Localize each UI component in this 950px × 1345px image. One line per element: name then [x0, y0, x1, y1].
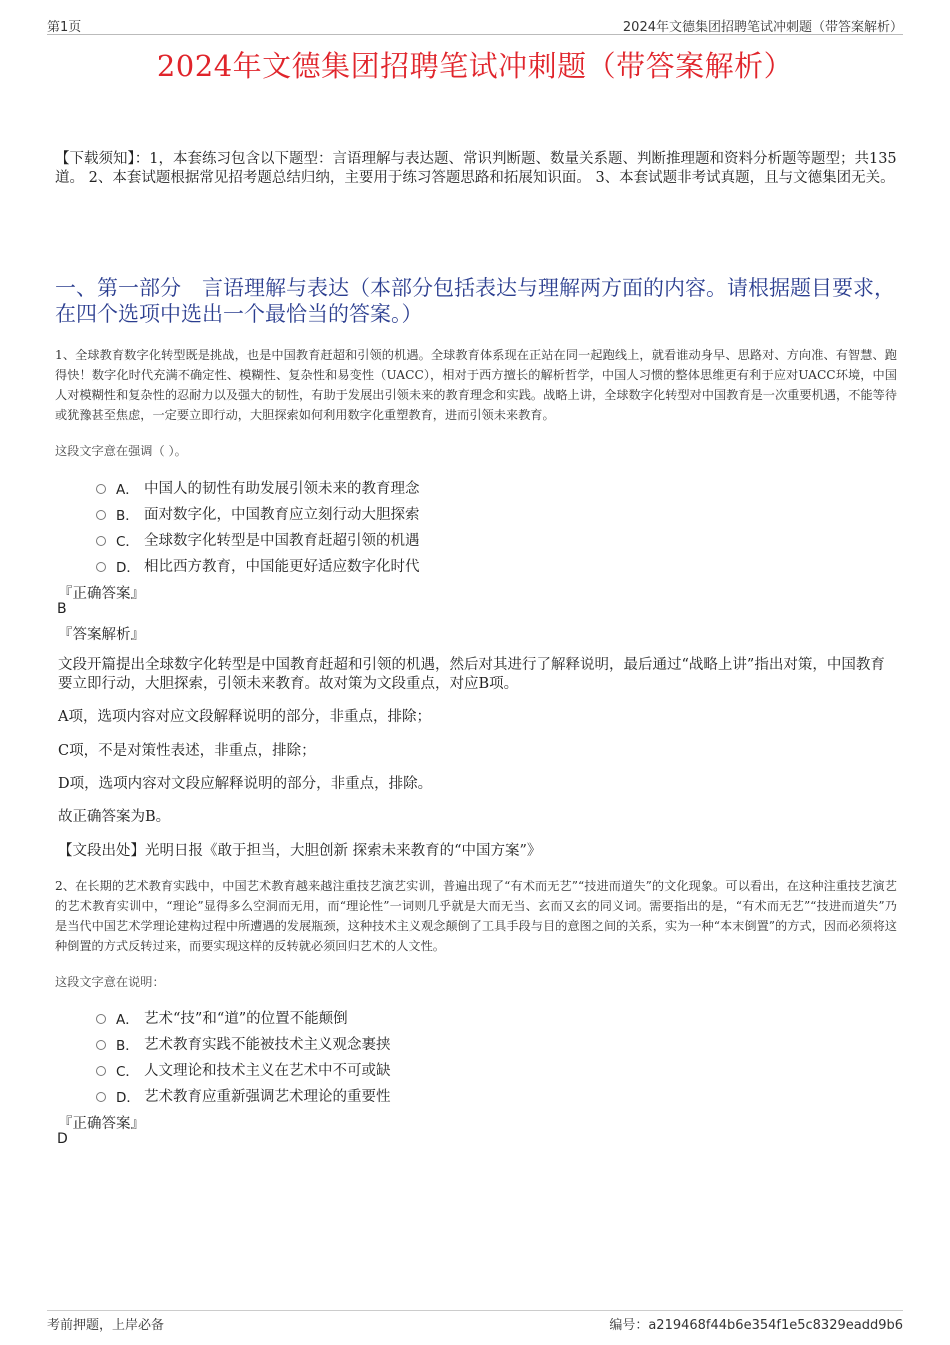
page-number: 第1页	[47, 20, 82, 35]
footer-serial: 编号：a219468f44b6e354f1e5c8329eadd9b6	[609, 1318, 903, 1333]
question-1-answer-label: 『正确答案』	[58, 586, 145, 602]
radio-icon[interactable]	[96, 536, 106, 546]
radio-icon[interactable]	[96, 1014, 106, 1024]
question-1-option-a[interactable]	[96, 477, 420, 498]
option-text: 人文理论和技术主义在艺术中不可或缺	[144, 1063, 391, 1079]
question-2-answer: D	[57, 1131, 68, 1147]
question-2-option-a[interactable]	[96, 1007, 348, 1028]
question-2-prompt: 这段文字意在说明：	[55, 975, 165, 989]
question-1-analysis-a: A项，选项内容对应文段解释说明的部分，非重点，排除；	[58, 709, 431, 725]
radio-icon[interactable]	[96, 1040, 106, 1050]
option-text: 面对数字化，中国教育应立刻行动大胆探索	[144, 507, 420, 523]
footer-divider	[47, 1310, 903, 1311]
question-1-analysis-main: 文段开篇提出全球数字化转型是中国教育赶超和引领的机遇，然后对其进行了解释说明，最后通过“战略上讲”指出对策，中国教育要立即行动，大胆探索，引领未来教育。故对策为文段重点，对应B项。	[58, 657, 885, 692]
option-text: 全球数字化转型是中国教育赶超引领的机遇	[144, 533, 420, 549]
question-1-analysis-c: C项，不是对策性表述，非重点，排除；	[58, 743, 316, 759]
header-divider	[47, 34, 903, 35]
radio-icon[interactable]	[96, 1092, 106, 1102]
question-1-analysis-conclusion: 故正确答案为B。	[58, 809, 171, 825]
question-2-option-d[interactable]	[96, 1085, 391, 1106]
question-1-answer: B	[57, 601, 67, 617]
question-2-stem: 2、在长期的艺术教育实践中，中国艺术教育越来越注重技艺演艺实训，普遍出现了“有术而无艺”“技进而道失”的文化现象。可以看出，在这种注重技艺演艺的艺术教育实训中，“理论”显得多么空洞而无用，而“理论性”一词则几乎就是大而无当、玄而又玄的同义词。需要指出的是，“有术而无艺”“技进而道失”乃是当代中国艺术学理论建构过程中所遭遇的发展瓶颈，这种技术主义观念颠倒了工具手段与目的意图之间的关系，实为一种“本末倒置”的方式，因而必须将这种倒置的方式反转过来，而要实现这样的反转就必须回归艺术的人文性。	[55, 879, 897, 953]
section-heading: 一、第一部分 言语理解与表达（本部分包括表达与理解两方面的内容。请根据题目要求，在四个选项中选出一个最恰当的答案。）	[55, 276, 895, 326]
option-text: 中国人的韧性有助发展引领未来的教育理念	[144, 481, 420, 497]
question-2-option-b[interactable]	[96, 1033, 391, 1054]
question-1-option-b[interactable]	[96, 503, 420, 524]
document-title: 2024年文德集团招聘笔试冲刺题（带答案解析）	[156, 49, 794, 83]
question-1-option-d[interactable]	[96, 555, 420, 576]
footer-slogan: 考前押题，上岸必备	[47, 1318, 165, 1333]
question-2-option-c[interactable]	[96, 1059, 391, 1080]
radio-icon[interactable]	[96, 562, 106, 572]
option-letter: B．	[116, 1037, 139, 1054]
option-text: 相比西方教育，中国能更好适应数字化时代	[144, 559, 420, 575]
radio-icon[interactable]	[96, 510, 106, 520]
question-1-prompt: 这段文字意在强调（ ）。	[55, 444, 187, 458]
question-2-answer-label: 『正确答案』	[58, 1116, 145, 1132]
question-1-analysis-d: D项，选项内容对文段应解释说明的部分，非重点，排除。	[58, 776, 433, 792]
option-letter: A．	[116, 481, 139, 498]
option-letter: D．	[116, 1089, 140, 1106]
option-text: 艺术教育实践不能被技术主义观念裹挟	[144, 1037, 391, 1053]
question-1-option-c[interactable]	[96, 529, 420, 550]
option-letter: B．	[116, 507, 139, 524]
option-letter: D．	[116, 559, 140, 576]
option-letter: C．	[116, 533, 139, 550]
option-text: 艺术教育应重新强调艺术理论的重要性	[144, 1089, 391, 1105]
question-1-stem: 1、全球教育数字化转型既是挑战，也是中国教育赶超和引领的机遇。全球教育体系现在正站在同一起跑线上，就看谁动身早、思路对、方向准、有智慧、跑得快！数字化时代充满不确定性、模糊性、复杂性和易变性（UACC），相对于西方擅长的解析哲学，中国人习惯的整体思维更有利于应对UACC环境，中国人对模糊性和复杂性的忍耐力以及强大的韧性，有助于发展出引领未来的教育理念和实践。战略上讲，全球数字化转型对中国教育是一次重要机遇，不能等待或犹豫甚至焦虑，一定要立即行动，大胆探索如何利用数字化重塑教育，进而引领未来教育。	[55, 348, 897, 422]
download-notice: 【下载须知】：1，本套练习包含以下题型：言语理解与表达题、常识判断题、数量关系题、判断推理题和资料分析题等题型；共135道。 2、本套试题根据常见招考题总结归纳，主要用于练习答题思路和拓展知识面。 3、本套试题非考试真题，且与文德集团无关。	[55, 151, 897, 186]
question-1-analysis-label: 『答案解析』	[58, 627, 145, 643]
option-letter: A．	[116, 1011, 139, 1028]
option-letter: C．	[116, 1063, 139, 1080]
option-text: 艺术“技”和“道”的位置不能颠倒	[144, 1011, 348, 1027]
radio-icon[interactable]	[96, 1066, 106, 1076]
question-1-source: 【文段出处】光明日报《敢于担当，大胆创新 探索未来教育的“中国方案”》	[58, 843, 542, 859]
radio-icon[interactable]	[96, 484, 106, 494]
header-doc-title: 2024年文德集团招聘笔试冲刺题（带答案解析）	[622, 20, 903, 35]
